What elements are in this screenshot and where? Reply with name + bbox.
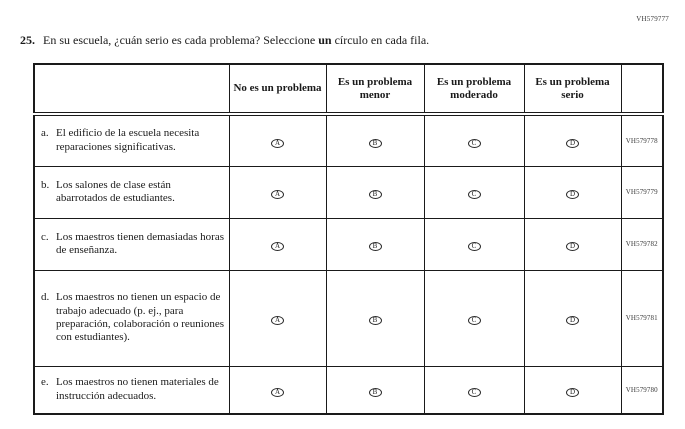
answer-bubble-a[interactable]: A: [271, 242, 284, 251]
answer-bubble-a[interactable]: A: [271, 316, 284, 325]
answer-bubble-b[interactable]: B: [369, 388, 382, 397]
table-header: [34, 64, 663, 114]
header-code-blank: [621, 64, 663, 114]
row-accession-code: VH579780: [621, 366, 663, 414]
row-accession-code: VH579781: [621, 270, 663, 366]
answer-bubble-c[interactable]: C: [468, 316, 481, 325]
answer-bubble-c[interactable]: C: [468, 242, 481, 251]
option-cell-c: [424, 218, 524, 270]
row-letter-label: d.: [41, 291, 50, 304]
question-25: [20, 33, 655, 48]
question-text-emphasis: un: [318, 33, 332, 47]
row-statement: [41, 127, 225, 154]
row-statement-text: El edificio de la escuela necesita reparaciones significativas.: [56, 127, 200, 153]
row-statement: [41, 291, 225, 345]
option-cell-a: [229, 114, 326, 166]
answer-bubble-d[interactable]: D: [566, 316, 579, 325]
header-stem-blank: [34, 64, 229, 114]
row-accession-code: VH579778: [621, 114, 663, 166]
option-cell-a: [229, 166, 326, 218]
option-cell-b: [326, 270, 424, 366]
header-row: [34, 64, 663, 114]
table-row-c: [34, 218, 663, 270]
table-body: [34, 114, 663, 414]
option-cell-a: [229, 366, 326, 414]
option-cell-b: [326, 366, 424, 414]
row-letter-label: a.: [41, 127, 49, 140]
row-letter-label: e.: [41, 376, 49, 389]
option-cell-d: [524, 366, 621, 414]
answer-bubble-c[interactable]: C: [468, 190, 481, 199]
row-statement: [41, 179, 225, 206]
answer-bubble-d[interactable]: D: [566, 242, 579, 251]
question-text: En su escuela, ¿cuán serio es cada problema? Seleccione: [43, 33, 319, 47]
table-row-b: [34, 166, 663, 218]
answer-bubble-b[interactable]: B: [369, 316, 382, 325]
row-statement-cell: [34, 114, 229, 166]
row-statement: [41, 231, 225, 258]
answer-bubble-b[interactable]: B: [369, 139, 382, 148]
header-problema-menor: Es un problema menor: [326, 64, 424, 114]
answer-bubble-d[interactable]: D: [566, 388, 579, 397]
answer-bubble-c[interactable]: C: [468, 139, 481, 148]
option-cell-a: [229, 218, 326, 270]
option-cell-b: [326, 218, 424, 270]
header-no-es-un-problema: No es un problema: [229, 64, 326, 114]
answer-bubble-a[interactable]: A: [271, 190, 284, 199]
option-cell-c: [424, 270, 524, 366]
header-problema-moderado: Es un problema moderado: [424, 64, 524, 114]
answer-bubble-b[interactable]: B: [369, 190, 382, 199]
question-number: 25.: [20, 33, 35, 47]
answer-bubble-d[interactable]: D: [566, 190, 579, 199]
row-statement-cell: [34, 166, 229, 218]
answer-bubble-a[interactable]: A: [271, 388, 284, 397]
row-statement-cell: [34, 218, 229, 270]
option-cell-d: [524, 270, 621, 366]
row-statement-cell: [34, 366, 229, 414]
answer-bubble-d[interactable]: D: [566, 139, 579, 148]
row-statement-cell: [34, 270, 229, 366]
table-row-e: [34, 366, 663, 414]
option-cell-d: [524, 166, 621, 218]
row-statement: [41, 376, 225, 403]
row-statement-text: Los salones de clase están abarrotados de estudiantes.: [56, 178, 175, 204]
option-cell-a: [229, 270, 326, 366]
question-text-end: círculo en cada fila.: [331, 33, 430, 47]
option-cell-b: [326, 166, 424, 218]
option-cell-c: [424, 114, 524, 166]
row-statement-text: Los maestros no tienen materiales de instrucción adecuados.: [56, 376, 219, 402]
row-accession-code: VH579782: [621, 218, 663, 270]
row-letter-label: c.: [41, 230, 49, 243]
table-row-a: [34, 114, 663, 166]
option-cell-d: [524, 218, 621, 270]
row-statement-text: Los maestros tienen demasiadas horas de enseñanza.: [56, 230, 225, 256]
answer-bubble-b[interactable]: B: [369, 242, 382, 251]
row-statement-text: Los maestros no tienen un espacio de trabajo adecuado (p. ej., para preparación, colaboración o reuniones con estudiantes).: [56, 291, 224, 344]
option-cell-c: [424, 166, 524, 218]
option-cell-b: [326, 114, 424, 166]
row-accession-code: VH579779: [621, 166, 663, 218]
header-problema-serio: Es un problema serio: [524, 64, 621, 114]
row-letter-label: b.: [41, 178, 50, 191]
problem-rating-table: [33, 63, 664, 415]
answer-bubble-c[interactable]: C: [468, 388, 481, 397]
option-cell-c: [424, 366, 524, 414]
table-row-d: [34, 270, 663, 366]
option-cell-d: [524, 114, 621, 166]
answer-bubble-a[interactable]: A: [271, 139, 284, 148]
page-accession-code: VH579777: [636, 15, 669, 23]
